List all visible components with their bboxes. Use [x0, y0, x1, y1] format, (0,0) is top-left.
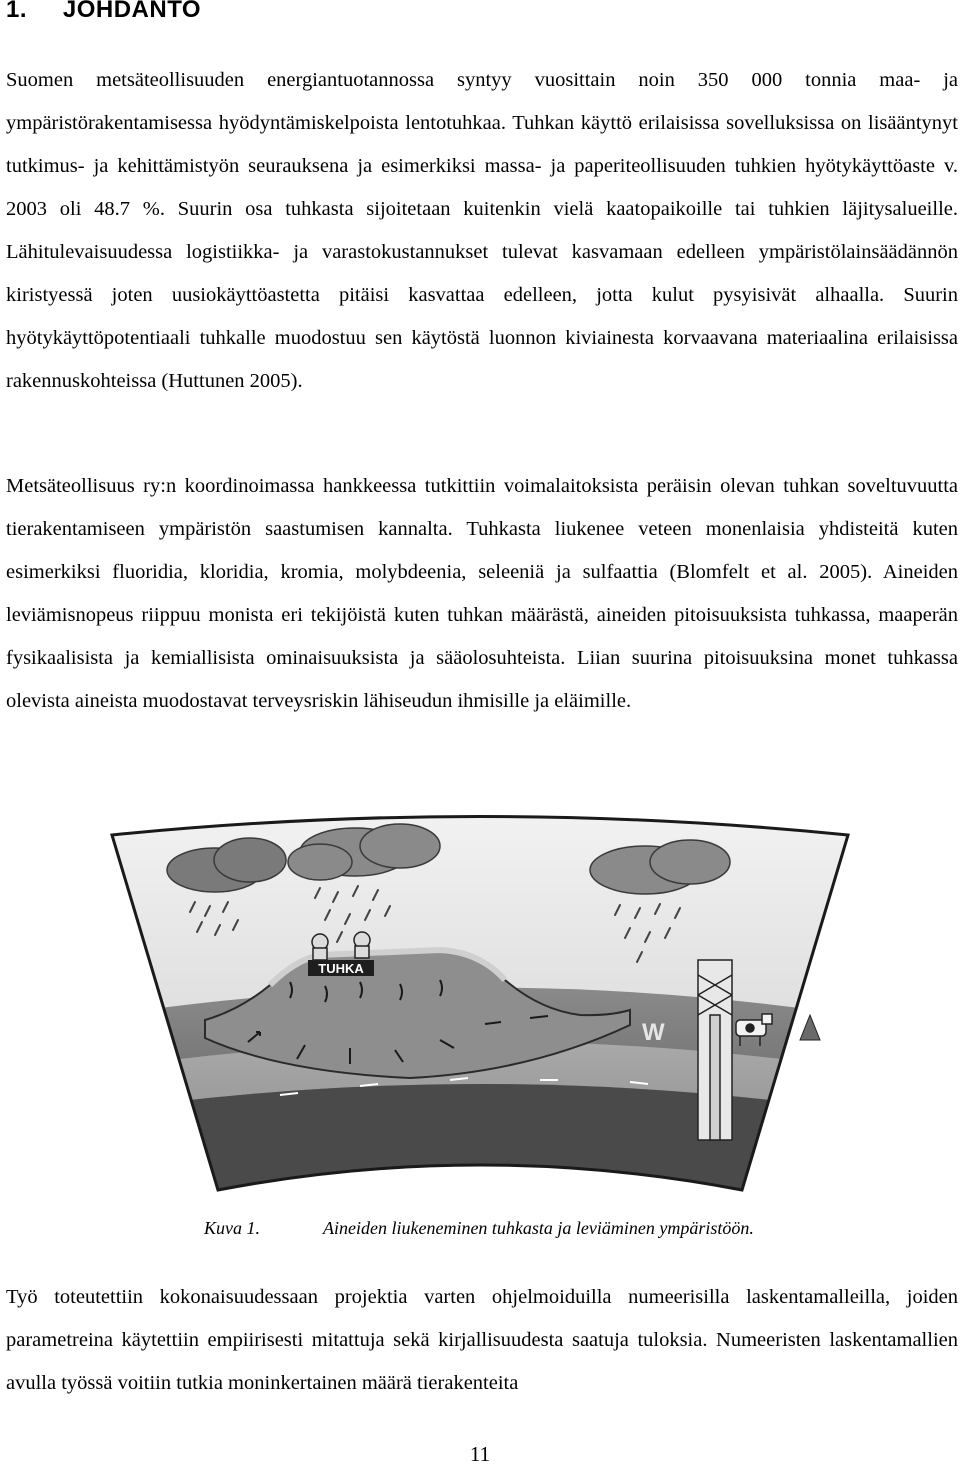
paragraph-3: Työ toteutettiin kokonaisuudessaan projektia varten ohjelmoiduilla numeerisilla laskentamalleilla, joiden parametreina käytettiin empiirisesti mitattuja sekä kirjallisuudesta saatuja tuloksia. Numeeristen laskentamallien avulla työssä voitiin tutkia moninkertainen määrä tierakenteita	[6, 1286, 958, 1394]
paragraph-1: Suomen metsäteollisuuden energiantuotannossa syntyy vuosittain noin 350 000 tonnia maa- ja ympäristörakentamisessa hyödyntämiskelpoista lentotuhkaa. Tuhkan käyttö erilaisissa sovelluksissa on lisääntynyt tutkimus- ja kehittämistyön seurauksena ja esimerkiksi massa- ja paperiteollisuuden tuhkien hyötykäyttöaste v. 2003 oli 48.7 %. Suurin osa tuhkasta sijoitetaan kuitenkin vielä kaatopaikoille tai tuhkien läjitysalueille. Lähitulevaisuudessa logistiikka- ja varastokustannukset tulevat kasvamaan edelleen ympäristölainsäädännön kiristyessä joten uusiokäyttöastetta pitäisi kasvattaa edelleen, jotta kulut pysyisivät alhaalla. Suurin hyötykäyttöpotentiaali tuhkalle muodostuu sen käytöstä luonnon kiviainesta korvaavana materiaalina erilaisissa rakennuskohteissa (Huttunen 2005).	[6, 69, 958, 392]
w-label: W	[642, 1019, 665, 1046]
section-heading	[6, 0, 201, 24]
figure-caption-text: Aineiden liukeneminen tuhkasta ja leviäminen ympäristöön.	[323, 1218, 754, 1238]
section-number: 1.	[6, 0, 28, 23]
section-title: JOHDANTO	[62, 0, 202, 23]
ash-leaching-illustration	[110, 810, 850, 1195]
paragraph-2: Metsäteollisuus ry:n koordinoimassa hankkeessa tutkittiin voimalaitoksista peräisin olevan tuhkan soveltuvuutta tierakentamiseen ympäristön saastumisen kannalta. Tuhkasta liukenee veteen monenlaisia yhdisteitä kuten esimerkiksi fluoridia, kloridia, kromia, molybdeenia, seleeniä ja sulfaattia (Blomfelt et al. 2005). Aineiden leviämisnopeus riippuu monista eri tekijöistä kuten tuhkan määrästä, aineiden pitoisuuksista tuhkassa, maaperän fysikaalisista ja kemiallisista ominaisuuksista ja sääolosuhteista. Liian suurina pitoisuuksina monet tuhkassa olevista aineista muodostavat terveysriskin lähiseudun ihmisille ja eläimille.	[6, 475, 958, 712]
page-number: 11	[469, 1442, 491, 1466]
figure-caption-label: Kuva 1.	[204, 1218, 260, 1238]
ash-sign-label: TUHKA	[318, 961, 364, 976]
ash-sign	[308, 960, 374, 976]
well-tower-icon	[698, 960, 732, 1140]
tree-icon	[800, 1015, 820, 1040]
